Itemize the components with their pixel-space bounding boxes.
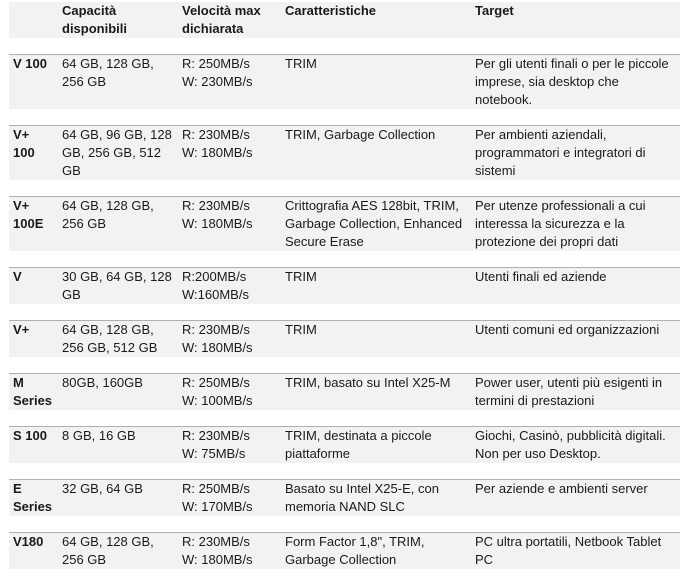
cell-speed	[178, 321, 281, 358]
table-body	[9, 38, 680, 569]
header-speed: Velocità max dichiarata	[182, 3, 261, 36]
cell-features: TRIM	[281, 321, 471, 358]
cell-capacity: 64 GB, 128 GB, 256 GB	[58, 533, 178, 570]
table-row	[9, 55, 680, 110]
row-spacer-cell	[9, 38, 680, 55]
read-speed: R: 230MB/s	[182, 428, 250, 443]
write-speed: W: 180MB/s	[182, 340, 253, 355]
write-speed: W: 100MB/s	[182, 393, 253, 408]
table-row	[9, 268, 680, 305]
write-speed: W:160MB/s	[182, 287, 249, 302]
cell-speed	[178, 197, 281, 252]
cell-features: TRIM, destinata a piccole piattaforme	[281, 427, 471, 464]
row-spacer-cell	[9, 251, 680, 268]
row-spacer-cell	[9, 410, 680, 427]
cell-target: Giochi, Casinò, pubblicità digitali. Non per uso Desktop.	[471, 427, 680, 464]
cell-speed	[178, 126, 281, 181]
row-spacer	[9, 516, 680, 533]
cell-model: V 100	[9, 55, 58, 110]
cell-target: Per aziende e ambienti server	[471, 480, 680, 517]
row-spacer-cell	[9, 109, 680, 126]
cell-model: V	[9, 268, 58, 305]
cell-capacity: 64 GB, 128 GB, 256 GB	[58, 55, 178, 110]
row-spacer-cell	[9, 463, 680, 480]
table-row	[9, 374, 680, 411]
cell-speed	[178, 480, 281, 517]
cell-speed	[178, 268, 281, 305]
cell-features: Crittografia AES 128bit, TRIM, Garbage Collection, Enhanced Secure Erase	[281, 197, 471, 252]
write-speed: W: 180MB/s	[182, 552, 253, 567]
write-speed: W: 230MB/s	[182, 74, 253, 89]
row-spacer	[9, 109, 680, 126]
write-speed: W: 170MB/s	[182, 499, 253, 514]
cell-speed	[178, 374, 281, 411]
cell-capacity: 8 GB, 16 GB	[58, 427, 178, 464]
header-target: Target	[475, 3, 514, 18]
header-model	[9, 2, 58, 38]
table-row	[9, 321, 680, 358]
cell-model: V180	[9, 533, 58, 570]
cell-model: V+ 100	[9, 126, 58, 181]
row-spacer	[9, 410, 680, 427]
ssd-comparison-table	[9, 2, 680, 569]
table-row	[9, 533, 680, 570]
cell-model: E Series	[9, 480, 58, 517]
row-spacer	[9, 38, 680, 55]
cell-features: Basato su Intel X25-E, con memoria NAND SLC	[281, 480, 471, 517]
cell-capacity: 32 GB, 64 GB	[58, 480, 178, 517]
read-speed: R: 250MB/s	[182, 375, 250, 390]
write-speed: W: 180MB/s	[182, 216, 253, 231]
header-features: Caratteristiche	[285, 3, 377, 18]
read-speed: R: 230MB/s	[182, 322, 250, 337]
cell-model: V+	[9, 321, 58, 358]
cell-model: V+ 100E	[9, 197, 58, 252]
read-speed: R: 230MB/s	[182, 534, 250, 549]
cell-capacity: 64 GB, 128 GB, 256 GB, 512 GB	[58, 321, 178, 358]
cell-model: S 100	[9, 427, 58, 464]
table-row	[9, 480, 680, 517]
cell-target: PC ultra portatili, Netbook Tablet PC	[471, 533, 680, 570]
row-spacer-cell	[9, 304, 680, 321]
row-spacer	[9, 180, 680, 197]
cell-target: Per gli utenti finali o per le piccole imprese, sia desktop che notebook.	[471, 55, 680, 110]
write-speed: W: 75MB/s	[182, 446, 246, 461]
cell-capacity: 30 GB, 64 GB, 128 GB	[58, 268, 178, 305]
cell-target: Power user, utenti più esigenti in termini di prestazioni	[471, 374, 680, 411]
table-row	[9, 197, 680, 252]
read-speed: R: 230MB/s	[182, 198, 250, 213]
cell-target: Per ambienti aziendali, programmatori e integratori di sistemi	[471, 126, 680, 181]
cell-features: TRIM	[281, 55, 471, 110]
row-spacer-cell	[9, 357, 680, 374]
row-spacer-cell	[9, 180, 680, 197]
cell-speed	[178, 55, 281, 110]
cell-capacity: 80GB, 160GB	[58, 374, 178, 411]
row-spacer-cell	[9, 516, 680, 533]
row-spacer	[9, 463, 680, 480]
cell-features: TRIM, Garbage Collection	[281, 126, 471, 181]
read-speed: R:200MB/s	[182, 269, 247, 284]
read-speed: R: 250MB/s	[182, 481, 250, 496]
table-row	[9, 427, 680, 464]
read-speed: R: 250MB/s	[182, 56, 250, 71]
cell-features: Form Factor 1,8", TRIM, Garbage Collection	[281, 533, 471, 570]
cell-speed	[178, 427, 281, 464]
row-spacer	[9, 357, 680, 374]
write-speed: W: 180MB/s	[182, 145, 253, 160]
row-spacer	[9, 304, 680, 321]
cell-target: Utenti finali ed aziende	[471, 268, 680, 305]
read-speed: R: 230MB/s	[182, 127, 250, 142]
cell-features: TRIM	[281, 268, 471, 305]
cell-target: Per utenze professionali a cui interessa la sicurezza e la protezione dei propri dati	[471, 197, 680, 252]
header-row	[9, 2, 680, 38]
cell-model: M Series	[9, 374, 58, 411]
header-capacity: Capacità disponibili	[62, 3, 127, 36]
cell-features: TRIM, basato su Intel X25-M	[281, 374, 471, 411]
cell-capacity: 64 GB, 128 GB, 256 GB	[58, 197, 178, 252]
table-row	[9, 126, 680, 181]
cell-target: Utenti comuni ed organizzazioni	[471, 321, 680, 358]
row-spacer	[9, 251, 680, 268]
cell-capacity: 64 GB, 96 GB, 128 GB, 256 GB, 512 GB	[58, 126, 178, 181]
cell-speed	[178, 533, 281, 570]
